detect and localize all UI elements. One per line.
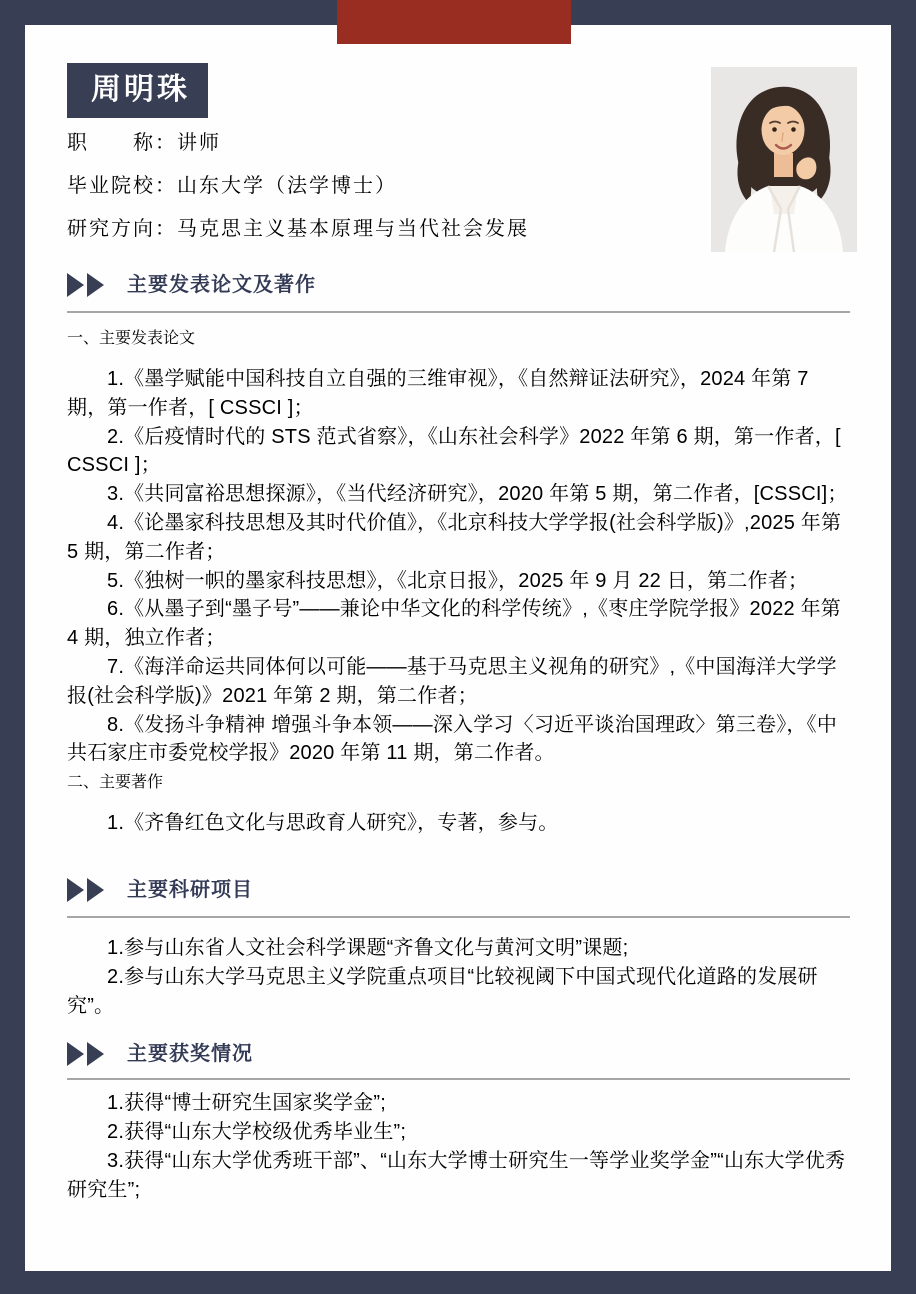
section-title: 主要科研项目 (127, 878, 253, 901)
subsection-heading-papers: 一、主要发表论文 (67, 330, 196, 347)
info-line-title: 职 称：讲师 (67, 132, 221, 154)
name-plate (67, 63, 208, 118)
paper-item: 8.《发扬斗争精神 增强斗争本领——深入学习〈习近平谈治国理政〉第三卷》，《中共石家庄市委党校学报》2020 年第 11 期，第二作者。 (67, 713, 838, 765)
book-list (67, 809, 850, 838)
award-item: 3.获得“山东大学优秀班干部”、“山东大学博士研究生一等学业奖学金”“山东大学优秀研究生”; (67, 1149, 846, 1201)
paper-item: 6.《从墨子到“墨子号”——兼论中华文化的科学传统》,《枣庄学院学报》2022 年第 4 期，独立作者； (67, 598, 842, 650)
paper-item: 4.《论墨家科技思想及其时代价值》，《北京科技大学学报(社会科学版)》,2025 年第 5 期，第二作者； (67, 511, 842, 563)
section-header (67, 272, 850, 298)
paper-item: 5.《独树一帜的墨家科技思想》，《北京日报》，2025 年 9 月 22 日，第二作者； (107, 569, 809, 592)
subsection-heading-books: 二、主要著作 (67, 774, 164, 792)
section-title: 主要发表论文及著作 (127, 274, 316, 296)
info-line-research: 研究方向：马克思主义基本原理与当代社会发展 (67, 218, 529, 240)
section-header (67, 1041, 850, 1067)
paper-item: 3.《共同富裕思想探源》，《当代经济研究》，2020 年第 5 期，第二作者，[CSSCI]； (107, 483, 848, 506)
section-awards (67, 1041, 850, 1204)
project-item: 2.参与山东大学马克思主义学院重点项目“比较视阈下中国式现代化道路的发展研究”。 (67, 965, 818, 1017)
info-line-education: 毕业院校：山东大学（法学博士） (67, 175, 397, 197)
paper-list (67, 365, 850, 768)
award-item: 2.获得“山东大学校级优秀毕业生”; (107, 1121, 407, 1144)
double-chevron-icon (67, 273, 107, 297)
profile-photo (711, 67, 857, 252)
project-list (67, 934, 850, 1020)
book-item: 1.《齐鲁红色文化与思政育人研究》，专著，参与。 (107, 812, 559, 835)
section-header (67, 877, 850, 903)
award-item: 1.获得“博士研究生国家奖学金”; (107, 1092, 386, 1115)
double-chevron-icon (67, 1042, 107, 1066)
section-publications (67, 272, 850, 838)
project-item: 1.参与山东省人文社会科学课题“齐鲁文化与黄河文明”课题; (107, 936, 629, 959)
paper-item: 7.《海洋命运共同体何以可能——基于马克思主义视角的研究》,《中国海洋大学学报(社会科学版)》2021 年第 2 期，第二作者； (67, 655, 837, 707)
paper-item: 2.《后疫情时代的 STS 范式省察》，《山东社会科学》2022 年第 6 期，第一作者，[ CSSCI ]； (67, 425, 841, 477)
portrait-illustration (711, 67, 857, 252)
double-chevron-icon (67, 878, 107, 902)
section-divider (67, 311, 850, 313)
paper-item: 1.《墨学赋能中国科技自立自强的三维审视》，《自然辩证法研究》，2024 年第 7 期，第一作者，[ CSSCI ]； (67, 368, 809, 419)
person-name: 周明珠 (91, 73, 190, 106)
resume-page (25, 25, 891, 1271)
top-red-tab (337, 0, 571, 44)
section-projects (67, 877, 850, 1020)
section-title: 主要获奖情况 (127, 1043, 253, 1066)
award-list (67, 1089, 850, 1204)
section-divider (67, 1078, 850, 1080)
section-divider (67, 916, 850, 918)
